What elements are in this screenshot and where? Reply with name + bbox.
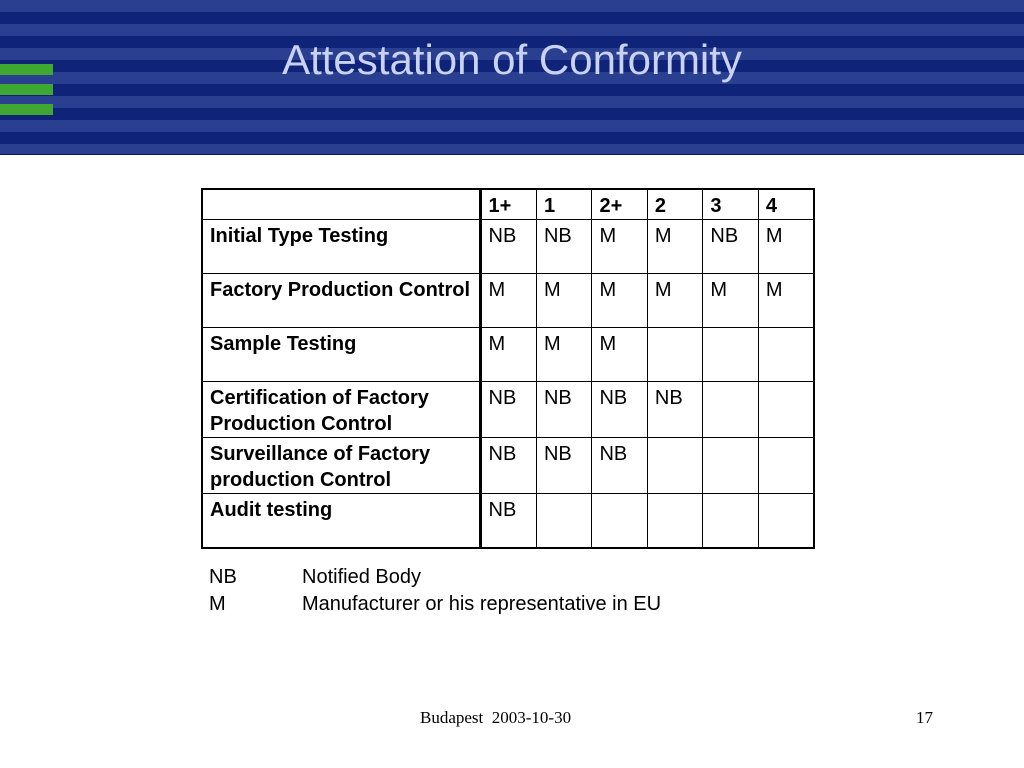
table-row	[202, 220, 814, 274]
green-accent-bar	[0, 84, 53, 95]
table-cell: M	[592, 328, 647, 382]
table-cell	[703, 328, 758, 382]
table-cell: M	[647, 274, 702, 328]
table-cell: NB	[536, 220, 591, 274]
legend-code: M	[209, 593, 226, 615]
table-cell: M	[758, 220, 814, 274]
table-cell: NB	[592, 382, 647, 438]
column-header-system: 1+	[480, 189, 536, 220]
table-cell: M	[758, 274, 814, 328]
table-cell	[758, 494, 814, 548]
table-row	[202, 274, 814, 328]
table-cell	[758, 328, 814, 382]
green-accent-bar	[0, 104, 53, 115]
table-cell	[703, 382, 758, 438]
legend-item	[209, 591, 661, 618]
row-label-cell: Audit testing	[202, 494, 480, 548]
row-label-cell: Surveillance of Factory production Control	[202, 438, 480, 494]
table-cell: NB	[480, 382, 536, 438]
footer-place-date: Budapest 2003-10-30	[420, 708, 572, 727]
table-cell: NB	[480, 438, 536, 494]
table-cell: M	[480, 328, 536, 382]
table-cell	[647, 328, 702, 382]
table-cell: NB	[480, 220, 536, 274]
table-cell	[592, 494, 647, 548]
table-cell: M	[592, 274, 647, 328]
row-label-cell: Certification of Factory Production Control	[202, 382, 480, 438]
table-row	[202, 438, 814, 494]
slide-title: Attestation of Conformity	[282, 36, 742, 83]
table-cell: M	[536, 274, 591, 328]
table-corner-cell	[202, 189, 480, 220]
table-cell: M	[480, 274, 536, 328]
page-number: 17	[916, 708, 933, 727]
column-header-system: 1	[536, 189, 591, 220]
table-cell	[536, 494, 591, 548]
table-cell: M	[703, 274, 758, 328]
table-cell	[647, 494, 702, 548]
table-cell	[647, 438, 702, 494]
column-header-system: 2+	[592, 189, 647, 220]
table-cell: M	[647, 220, 702, 274]
table-cell	[703, 494, 758, 548]
table-header-row	[202, 189, 814, 220]
table-cell: M	[536, 328, 591, 382]
legend-code: NB	[209, 566, 237, 588]
column-header-system: 4	[758, 189, 814, 220]
legend	[209, 564, 661, 618]
table-cell: NB	[703, 220, 758, 274]
table-cell: NB	[536, 438, 591, 494]
table-row	[202, 328, 814, 382]
table-cell: NB	[647, 382, 702, 438]
table-cell: NB	[536, 382, 591, 438]
legend-meaning: Notified Body	[302, 566, 421, 588]
row-label-cell: Initial Type Testing	[202, 220, 480, 274]
column-header-system: 3	[703, 189, 758, 220]
legend-item	[209, 564, 661, 591]
row-label-cell: Factory Production Control	[202, 274, 480, 328]
table-row	[202, 382, 814, 438]
row-label-cell: Sample Testing	[202, 328, 480, 382]
table-cell	[703, 438, 758, 494]
attestation-table	[201, 188, 815, 549]
table-cell: M	[592, 220, 647, 274]
slide-header	[0, 0, 1024, 155]
legend-meaning: Manufacturer or his representative in EU	[302, 593, 662, 615]
table-cell: NB	[480, 494, 536, 548]
column-header-system: 2	[647, 189, 702, 220]
table-row	[202, 494, 814, 548]
table-cell	[758, 438, 814, 494]
table-cell	[758, 382, 814, 438]
table-cell: NB	[592, 438, 647, 494]
